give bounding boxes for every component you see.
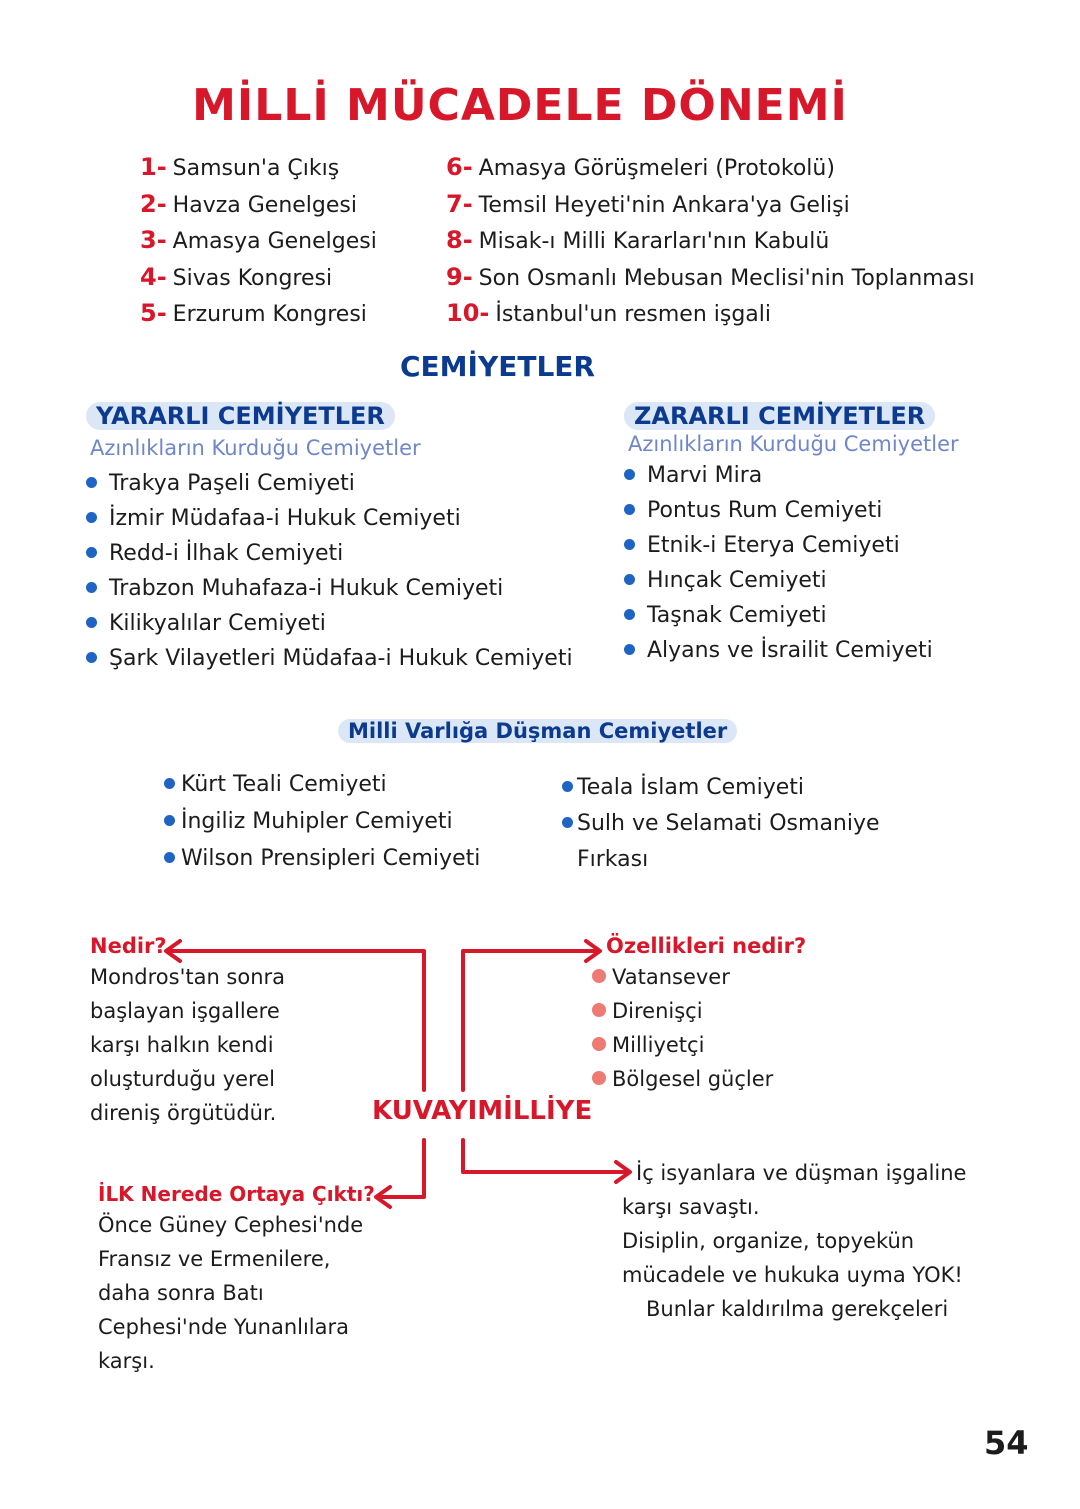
text-line: mücadele ve hukuka uyma YOK!	[622, 1263, 963, 1287]
event-item: 7- Temsil Heyeti'nin Ankara'ya Gelişi	[446, 189, 850, 218]
event-item: 5- Erzurum Kongresi	[140, 299, 367, 327]
text-line: karşı savaştı.	[622, 1195, 760, 1219]
text-line: oluşturduğu yerel	[90, 1067, 275, 1091]
list-item: Milliyetçi	[592, 1028, 806, 1062]
text-line: daha sonra Batı	[98, 1281, 264, 1305]
text-line: Disiplin, organize, topyekün	[622, 1229, 915, 1253]
text-line: direniş örgütüdür.	[90, 1101, 277, 1125]
list-item: Fırkası	[577, 847, 649, 872]
list-item: Wilson Prensipleri Cemiyeti	[164, 840, 480, 877]
text-line: karşı.	[98, 1349, 155, 1373]
list-item: Kilikyalılar Cemiyeti	[86, 606, 573, 641]
event-item: 3- Amasya Genelgesi	[140, 226, 377, 254]
list-item: Bölgesel güçler	[592, 1062, 806, 1096]
event-item: 8- Misak-ı Milli Kararları'nın Kabulü	[446, 226, 830, 254]
list-item: Sulh ve Selamati Osmaniye	[562, 806, 880, 842]
bullet-icon	[592, 969, 606, 983]
ozellikler-block	[606, 934, 806, 1096]
event-item: 9- Son Osmanlı Mebusan Meclisi'nin Toplanması	[446, 262, 975, 291]
list-item: Teala İslam Cemiyeti	[562, 770, 880, 806]
nedir-block	[90, 934, 285, 1130]
event-item: 10- İstanbul'un resmen işgali	[446, 299, 772, 327]
nedir-question: Nedir?	[90, 934, 167, 958]
bullet-icon	[592, 1037, 606, 1051]
event-item: 2- Havza Genelgesi	[140, 189, 357, 218]
yararli-heading: YARARLI CEMİYETLER	[86, 402, 395, 430]
list-item: Kürt Teali Cemiyeti	[164, 766, 480, 803]
list-item: Vatansever	[592, 960, 806, 994]
list-item: Hınçak Cemiyeti	[624, 563, 959, 598]
text-line: başlayan işgallere	[90, 999, 280, 1023]
event-item: 6- Amasya Görüşmeleri (Protokolü)	[446, 153, 835, 181]
text-line: İç isyanlara ve düşman işgaline	[636, 1161, 967, 1185]
ilk-nerede-block	[98, 1182, 375, 1378]
list-item: Direnişçi	[592, 994, 806, 1028]
cemiyetler-heading: CEMİYETLER	[400, 350, 595, 383]
list-item: Redd-i İlhak Cemiyeti	[86, 536, 573, 571]
bullet-icon	[592, 1003, 606, 1017]
list-item: Etnik-i Eterya Cemiyeti	[624, 528, 959, 563]
list-item: İngiliz Muhipler Cemiyeti	[164, 803, 480, 840]
event-item: 1- Samsun'a Çıkış	[140, 153, 340, 181]
zararli-subheading: Azınlıkların Kurduğu Cemiyetler	[628, 432, 959, 456]
dusman-heading: Milli Varlığa Düşman Cemiyetler	[338, 719, 737, 743]
list-item: İzmir Müdafaa-i Hukuk Cemiyeti	[86, 501, 573, 536]
zararli-heading: ZARARLI CEMİYETLER	[624, 402, 935, 430]
event-item: 4- Sivas Kongresi	[140, 262, 333, 291]
list-item: Trakya Paşeli Cemiyeti	[86, 466, 573, 501]
yararli-subheading: Azınlıkların Kurduğu Cemiyetler	[90, 436, 421, 460]
page-title: MİLLİ MÜCADELE DÖNEMİ	[192, 80, 848, 131]
list-item: Trabzon Muhafaza-i Hukuk Cemiyeti	[86, 571, 573, 606]
kuvayi-milliye-label: KUVAYIMİLLİYE	[372, 1096, 593, 1126]
ilk-nerede-question: İLK Nerede Ortaya Çıktı?	[98, 1182, 375, 1206]
list-item: Taşnak Cemiyeti	[624, 598, 959, 633]
text-line: karşı halkın kendi	[90, 1033, 274, 1057]
list-item: Pontus Rum Cemiyeti	[624, 493, 959, 528]
sonuc-block	[622, 1156, 966, 1326]
page-number: 54	[984, 1424, 1029, 1462]
list-item: Alyans ve İsrailit Cemiyeti	[624, 633, 959, 668]
list-item: Şark Vilayetleri Müdafaa-i Hukuk Cemiyeti	[86, 641, 573, 676]
list-item: Marvi Mira	[624, 458, 959, 493]
text-line: Cephesi'nde Yunanlılara	[98, 1315, 350, 1339]
ozellik-question: Özellikleri nedir?	[606, 934, 807, 958]
text-line: Fransız ve Ermenilere,	[98, 1247, 331, 1271]
text-line: Önce Güney Cephesi'nde	[98, 1213, 364, 1237]
text-line: Mondros'tan sonra	[90, 965, 286, 989]
bullet-icon	[592, 1071, 606, 1085]
text-line: Bunlar kaldırılma gerekçeleri	[646, 1297, 949, 1321]
